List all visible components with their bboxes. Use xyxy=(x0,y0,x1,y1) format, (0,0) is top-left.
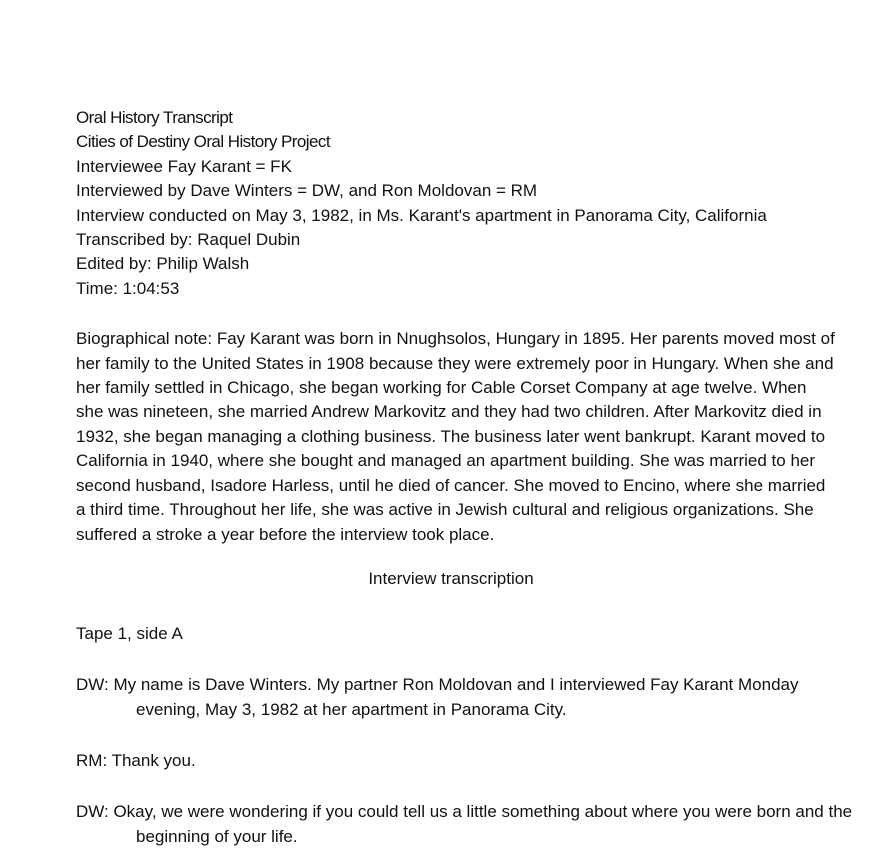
dialogue-entry: DW: My name is Dave Winters. My partner Ron Moldovan and I interviewed Fay Karant Monday evening, May 3, 1982 at her apartment in Panorama City. xyxy=(76,674,799,719)
section-title: Interview transcription xyxy=(368,568,534,588)
transcriber-line: Transcribed by: Raquel Dubin xyxy=(76,230,301,250)
dialogue-entry: DW: Okay, we were wondering if you could tell us a little something about where you were born and the beginning of your life. xyxy=(76,801,853,846)
duration-line: Time: 1:04:53 xyxy=(76,278,180,298)
transcript-page xyxy=(76,106,866,849)
doc-type-line: Oral History Transcript xyxy=(76,108,233,127)
interview-date-line: Interview conducted on May 3, 1982, in Ms. Karant's apartment in Panorama City, California xyxy=(76,205,767,225)
tape-label: Tape 1, side A xyxy=(76,623,183,643)
interviewee-line: Interviewee Fay Karant = FK xyxy=(76,156,292,176)
editor-line: Edited by: Philip Walsh xyxy=(76,254,250,274)
dialogue-entry: RM: Thank you. xyxy=(76,750,196,770)
interviewers-line: Interviewed by Dave Winters = DW, and Ron Moldovan = RM xyxy=(76,181,538,201)
biographical-note xyxy=(76,327,836,547)
project-name-line: Cities of Destiny Oral History Project xyxy=(76,132,331,152)
biographical-note-text: Biographical note: Fay Karant was born in Nnughsolos, Hungary in 1895. Her parents moved most of her family to the United States in 1908 because they were extremely poor in Hungary. When she and her family settled in Chicago, she began working for Cable Corset Company at age twelve. When she was nineteen, she married Andrew Markovitz and they had two children. After Markovitz died in 1932, she began managing a clothing business. The business later went bankrupt. Karant moved to California in 1940, where she bought and managed an apartment building. She was married to her second husband, Isadore Harless, until he died of cancer. She moved to Encino, where she married a third time. Throughout her life, she was active in Jewish cultural and religious organizations. She suffered a stroke a year before the interview took place. xyxy=(76,329,835,544)
